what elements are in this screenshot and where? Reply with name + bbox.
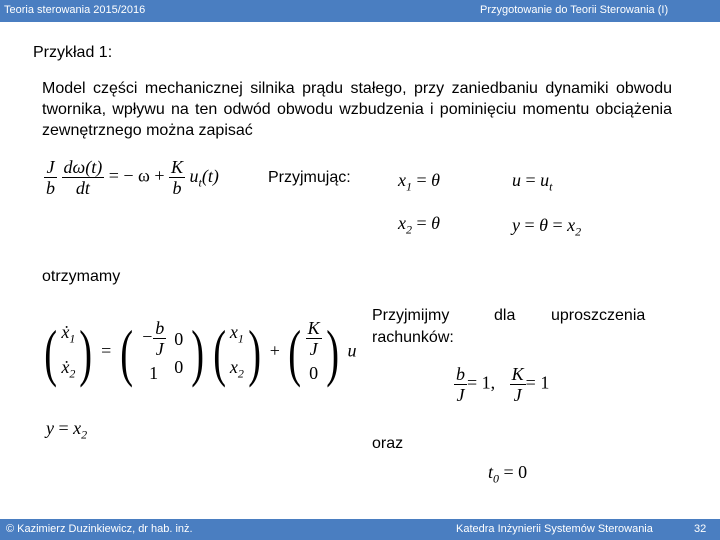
x1-definition: $x_1 = \theta$ xyxy=(398,170,440,194)
footer-bar xyxy=(0,519,720,540)
intro-paragraph: Model części mechanicznej silnika prądu stałego, przy zaniedbaniu dynamiki obwodu twornika, wpływu na ten odwód obwodu wzbudzenia i pominięciu momentu obciążenia zewnętrznego można zapisać xyxy=(42,80,672,139)
oraz-label: oraz xyxy=(372,435,404,452)
rachunkow-label: rachunków: xyxy=(372,329,454,346)
state-equation: ( ẋ$_1$ ẋ$_2$ ) = ( − $\frac{b}{J}$ 1 0 0 ) ( $x_1$ $x_2$ ) + ( $\frac{K}{J}$ 0 ) u xyxy=(44,316,357,388)
dla-label: dla xyxy=(494,307,516,324)
output-equation: $y = x_2$ xyxy=(46,418,88,442)
przyjmijmy-label: Przyjmijmy xyxy=(372,307,450,324)
author-credit: © Kazimierz Duzinkiewicz, dr hab. inż. xyxy=(6,523,193,535)
u-definition: $u = u_t$ xyxy=(512,170,553,194)
course-title: Teoria sterowania 2015/2016 xyxy=(4,4,146,16)
department-name: Katedra Inżynierii Systemów Sterowania xyxy=(456,523,653,535)
header-bar xyxy=(0,0,720,22)
example-title: Przykład 1: xyxy=(33,44,113,61)
otrzymamy-label: otrzymamy xyxy=(42,268,121,285)
initial-time-equation: $t_0 = 0$ xyxy=(488,462,528,486)
page-number: 32 xyxy=(694,523,707,535)
section-title: Przygotowanie do Teorii Sterowania (I) xyxy=(480,4,669,16)
simplification-equation: $\frac{b}{J}$ = 1, $\frac{K}{J}$ = 1 xyxy=(456,364,550,405)
y-definition: $y = \theta = x_2$ xyxy=(512,215,582,239)
x2-definition: $x_2 = \theta$ xyxy=(398,213,440,237)
motion-equation: $\frac{J}{b}$ $\frac{d\omega(t)}{dt}$ = − ω + $\frac{K}{b}$ $u_t(t)$ xyxy=(46,157,219,198)
uproszczenia-label: uproszczenia xyxy=(551,307,646,324)
przyjmujac-label: Przyjmując: xyxy=(268,169,351,186)
